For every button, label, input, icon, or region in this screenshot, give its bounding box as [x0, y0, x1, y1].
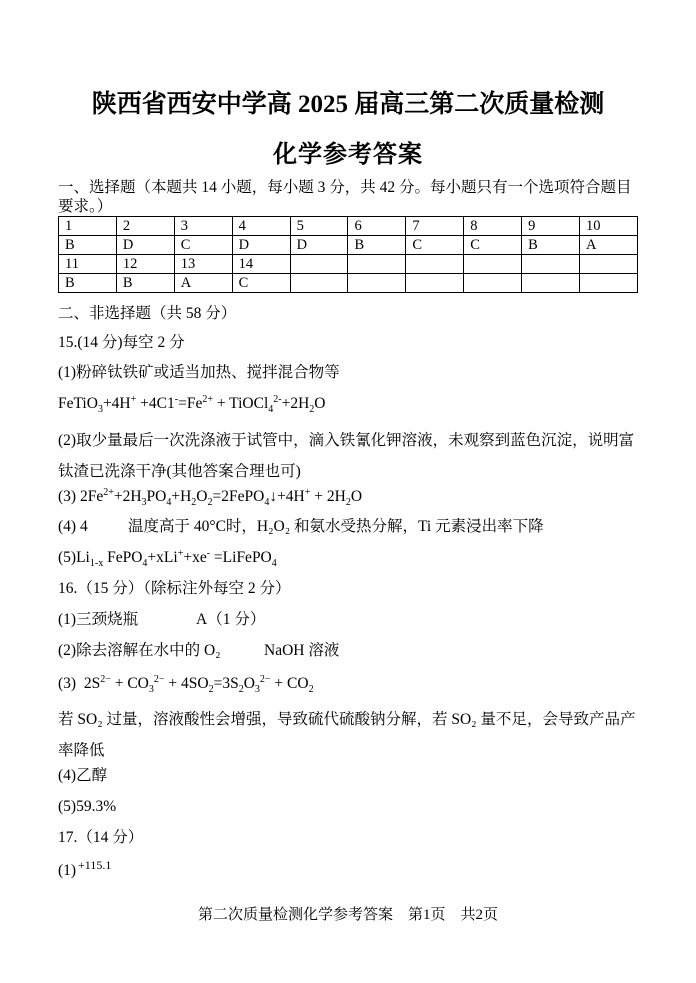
answer-table-cell: [580, 255, 638, 274]
q16-answer-4: (4)乙醇: [58, 767, 108, 784]
answer-table-cell: 7: [406, 217, 464, 236]
answer-table-cell: B: [348, 236, 406, 255]
q16-answer-2b: NaOH 溶液: [264, 642, 340, 659]
q15-equation-1: FeTiO$_3$+4H+ $+4C1^-=Fe^{2+}$ + $TiOCl_4^{2-}+2H_2O$: [58, 393, 326, 416]
answer-table-cell: 4: [232, 217, 290, 236]
answer-table-cell: [580, 274, 638, 293]
page-footer: 第二次质量检测化学参考答案 第1页 共2页: [197, 907, 498, 923]
answer-table-cell: 11: [59, 255, 117, 274]
q16-equation-3: (3) $2S^{2-} + CO_3^{2-} + 4SO_2=3S_2O_3^{2-} + CO_2$: [58, 673, 314, 696]
answer-table-row: [59, 255, 638, 274]
answer-table-cell: 5: [290, 217, 348, 236]
q17-answer-1-label: (1): [58, 862, 77, 879]
q15-answer-1: (1)粉碎钛铁矿或适当加热、搅拌混合物等: [58, 364, 340, 381]
answer-table-cell: [348, 274, 406, 293]
answer-table-cell: [464, 274, 522, 293]
q15-title: 15.(14 分)每空 2 分: [58, 334, 185, 351]
q15-answer-4b: 温度高于 40°C时，H₂O₂ 和氨水受热分解，Ti 元素浸出率下降: [128, 518, 544, 535]
answer-table-cell: B: [116, 274, 174, 293]
section1-heading: 一、选择题（本题共 14 小题，每小题 3 分，共 42 分。每小题只有一个选项符合题目要求。）: [58, 179, 632, 215]
answer-table-cell: 12: [116, 255, 174, 274]
q15-answer-4a: (4) 4: [58, 518, 88, 535]
page-title: 陕西省西安中学高 2025 届高三第二次质量检测: [91, 91, 605, 118]
answer-table-cell: B: [522, 236, 580, 255]
q16-answer-2a: (2)除去溶解在水中的 O₂: [58, 642, 221, 659]
answer-table-cell: C: [464, 236, 522, 255]
answer-table-cell: [522, 255, 580, 274]
answer-table-cell: C: [174, 236, 232, 255]
answer-table-cell: 2: [116, 217, 174, 236]
answer-table-cell: A: [174, 274, 232, 293]
section2-heading: 二、非选择题（共 58 分）: [58, 305, 237, 322]
answer-table-cell: 13: [174, 255, 232, 274]
page-subtitle: 化学参考答案: [273, 142, 423, 168]
answer-table-cell: [406, 274, 464, 293]
answer-table-row: [59, 274, 638, 293]
answer-table-cell: [290, 274, 348, 293]
answer-table-cell: C: [232, 274, 290, 293]
q16-answer-1b: A（1 分）: [196, 611, 266, 628]
q16-answer-1a: (1)三颈烧瓶: [58, 611, 139, 628]
answer-table-cell: [290, 255, 348, 274]
answer-table-cell: [522, 274, 580, 293]
q15-answer-2: (2)取少量最后一次洗涤液于试管中，滴入铁氰化钾溶液，未观察到蓝色沉淀，说明富钛渣已洗涤干净(其他答案合理也可): [58, 432, 635, 480]
q16-title: 16.（15 分）（除标注外每空 2 分）: [58, 580, 291, 597]
q16-answer-3-note: 若 SO₂ 过量，溶液酸性会增强，导致硫代硫酸钠分解，若 SO₂ 量不足，会导致产品产率降低: [58, 711, 636, 759]
q17-title: 17.（14 分）: [58, 829, 144, 846]
q15-equation-5: $(5)Li_{1-x}$ FePO$_4$+xLi++xe- =LiFePO$_4$: [58, 547, 277, 570]
answer-table-row: [59, 217, 638, 236]
answer-table-row: [59, 236, 638, 255]
answer-table-cell: 9: [522, 217, 580, 236]
answer-table-cell: B: [59, 236, 117, 255]
answer-table-cell: D: [290, 236, 348, 255]
answer-table-cell: 1: [59, 217, 117, 236]
answer-table-cell: [348, 255, 406, 274]
answer-table-cell: 10: [580, 217, 638, 236]
q15-equation-3: (3) $2Fe^{2+}+2H_3PO_4+H_2O_2=2FePO_4↓+4H^+ + 2H_2O$: [58, 486, 363, 509]
answer-table-cell: [464, 255, 522, 274]
answer-table: [58, 216, 638, 293]
answer-table-cell: [406, 255, 464, 274]
answer-table-cell: 8: [464, 217, 522, 236]
q16-answer-5: (5)59.3%: [58, 798, 117, 815]
answer-table-cell: 14: [232, 255, 290, 274]
answer-table-cell: A: [580, 236, 638, 255]
answer-table-cell: D: [116, 236, 174, 255]
answer-table-cell: 6: [348, 217, 406, 236]
q17-answer-1-value: +115.1: [78, 858, 112, 872]
answer-table-cell: B: [59, 274, 117, 293]
answer-table-cell: C: [406, 236, 464, 255]
answer-table-cell: D: [232, 236, 290, 255]
answer-table-cell: 3: [174, 217, 232, 236]
